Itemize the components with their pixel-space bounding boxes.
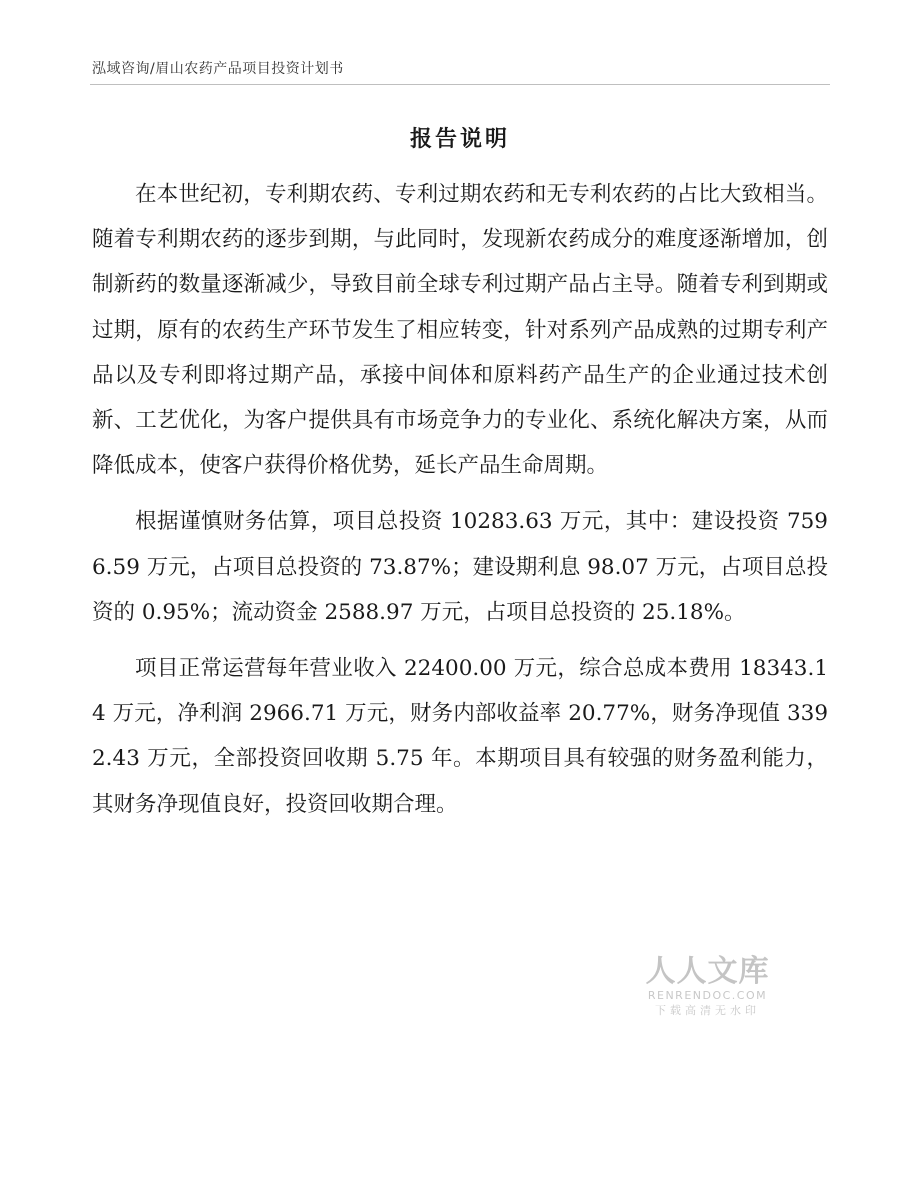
watermark-tagline: 下载高清无水印 [655, 1004, 760, 1017]
report-body [92, 172, 828, 838]
header-divider [90, 84, 830, 85]
paragraph-investment-estimate: 根据谨慎财务估算，项目总投资 10283.63 万元，其中：建设投资 7596.59 万元，占项目总投资的 73.87%；建设期利息 98.07 万元，占项目总投资的 0.95%；流动资金 2588.97 万元，占项目总投资的 25.18%。 [92, 509, 828, 625]
watermark [640, 955, 775, 1019]
watermark-logo-text: 人人文库 [645, 954, 770, 989]
watermark-domain: RENRENDOC.COM [647, 989, 768, 1002]
paragraph-operating-returns: 项目正常运营每年营业收入 22400.00 万元，综合总成本费用 18343.14 万元，净利润 2966.71 万元，财务内部收益率 20.77%，财务净现值 3392.43 万元，全部投资回收期 5.75 年。本期项目具有较强的财务盈利能力，其财务净现值良好，投资回收期合理。 [92, 656, 828, 817]
page-title: 报告说明 [409, 127, 510, 152]
paragraph-industry-background: 在本世纪初，专利期农药、专利过期农药和无专利农药的占比大致相当。随着专利期农药的逐步到期，与此同时，发现新农药成分的难度逐渐增加，创制新药的数量逐渐减少，导致目前全球专利过期产品占主导。随着专利到期或过期，原有的农药生产环节发生了相应转变，针对系列产品成熟的过期专利产品以及专利即将过期产品，承接中间体和原料药产品生产的企业通过技术创新、工艺优化，为客户提供具有市场竞争力的专业化、系统化解决方案，从而降低成本，使客户获得价格优势，延长产品生命周期。 [92, 182, 828, 479]
running-header: 泓域咨询/眉山农药产品项目投资计划书 [92, 61, 344, 77]
